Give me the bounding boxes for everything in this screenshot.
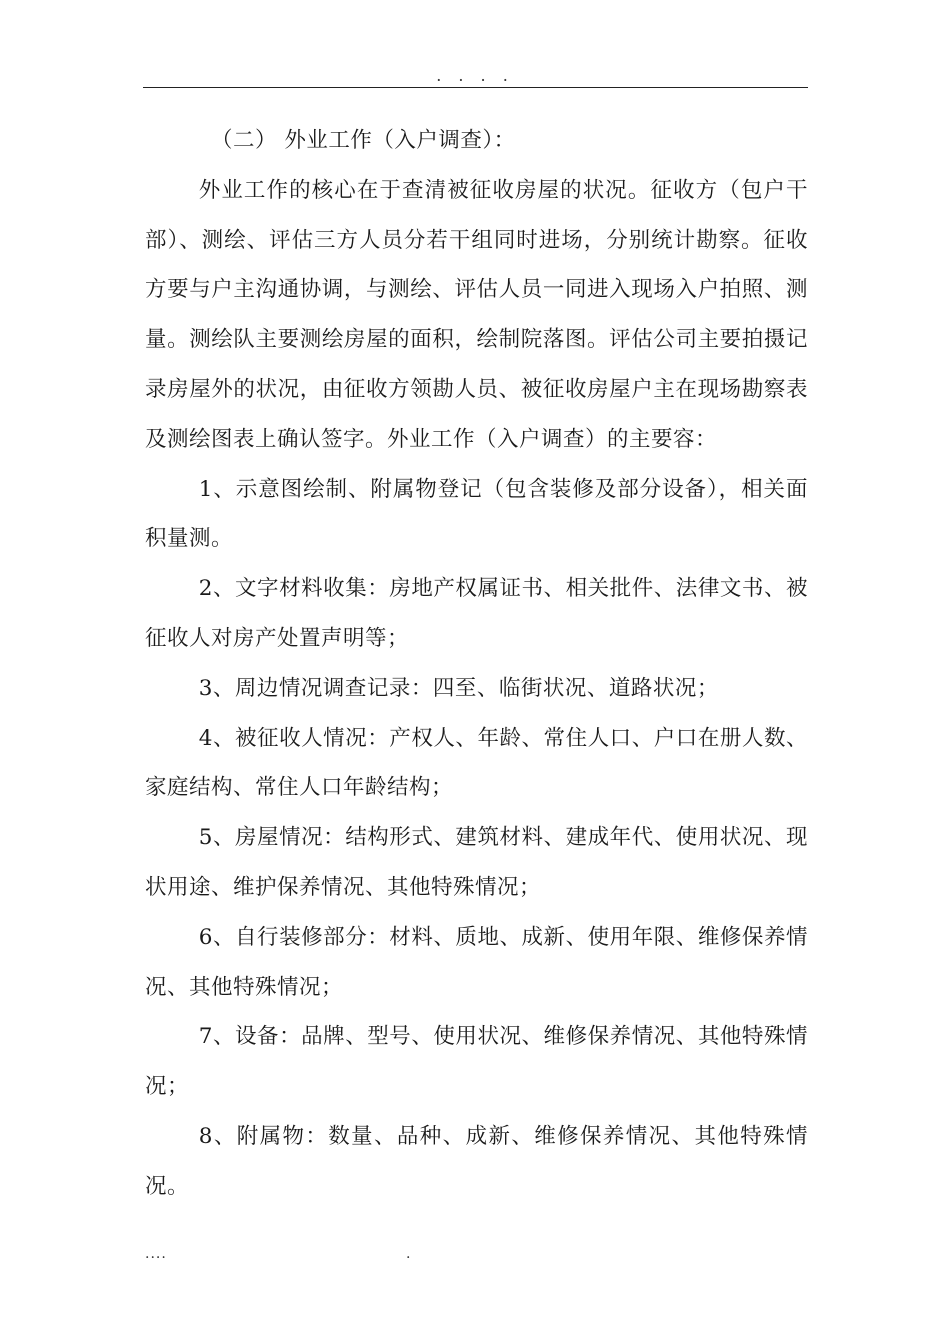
list-item-4: 4、被征收人情况：产权人、年龄、常住人口、户口在册人数、家庭结构、常住人口年龄结构； [145, 725, 808, 801]
list-item-7: 7、设备：品牌、型号、使用状况、维修保养情况、其他特殊情况； [145, 1024, 808, 1100]
list-item-5: 5、房屋情况：结构形式、建筑材料、建成年代、使用状况、现状用途、维护保养情况、其他特殊情况； [145, 825, 808, 900]
list-item-6: 6、自行装修部分：材料、质地、成新、使用年限、维修保养情况、其他特殊情况； [145, 924, 808, 1000]
list-item-3: 3、周边情况调查记录：四至、临街状况、道路状况； [198, 675, 719, 701]
header-dots: . . . . [436, 66, 514, 85]
header-rule [143, 87, 808, 88]
body-text [145, 116, 808, 1212]
section-heading: （二） 外业工作（入户调查）： [211, 128, 516, 153]
list-item-1: 1、示意图绘制、附属物登记（包含装修及部分设备），相关面积量测。 [145, 476, 808, 552]
list-item-8: 8、附属物：数量、品种、成新、维修保养情况、其他特殊情况。 [145, 1123, 808, 1199]
footer-left-dots: .... [145, 1246, 167, 1262]
footer-right-dot: . [406, 1246, 411, 1262]
list-item-2: 2、文字材料收集：房地产权属证书、相关批件、法律文书、被征收人对房产处置声明等； [145, 576, 808, 651]
paragraph-intro: 外业工作的核心在于查清被征收房屋的状况。征收方（包户干部）、测绘、评估三方人员分若干组同时进场，分别统计勘察。征收方要与户主沟通协调，与测绘、评估人员一同进入现场入户拍照、测量。测绘队主要测绘房屋的面积，绘制院落图。评估公司主要拍摄记录房屋外的状况，由征收方领勘人员、被征收房屋户主在现场勘察表及测绘图表上确认签字。外业工作（入户调查）的主要容： [145, 177, 808, 452]
